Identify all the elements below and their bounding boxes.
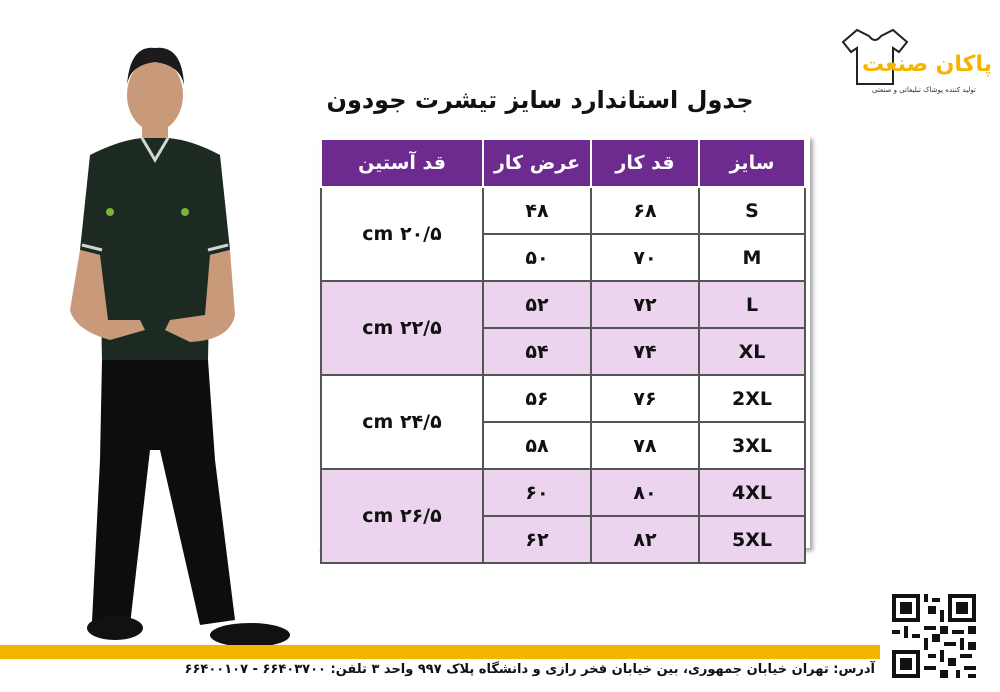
header-sleeve: قد آستین <box>321 139 483 187</box>
brand-tagline: تولید کننده پوشاک تبلیغاتی و صنعتی <box>872 86 976 94</box>
page-title: جدول استاندارد سایز تیشرت جودون <box>326 86 754 114</box>
cell-length: ۷۸ <box>591 422 699 469</box>
size-table <box>320 138 806 564</box>
table-header-row <box>321 139 805 187</box>
table-row <box>321 469 805 516</box>
cell-width: ۶۰ <box>483 469 591 516</box>
cell-length: ۸۲ <box>591 516 699 563</box>
cell-length: ۷۰ <box>591 234 699 281</box>
brand-name: پاکان صنعت <box>862 52 992 77</box>
cell-length: ۷۴ <box>591 328 699 375</box>
cell-length: ۷۲ <box>591 281 699 328</box>
cell-sleeve: ۲۲/۵ cm <box>321 281 483 375</box>
header-size: سایز <box>699 139 805 187</box>
cell-width: ۵۰ <box>483 234 591 281</box>
table-row <box>321 281 805 328</box>
cell-size: 2XL <box>699 375 805 422</box>
cell-width: ۴۸ <box>483 187 591 234</box>
cell-sleeve: ۲۶/۵ cm <box>321 469 483 563</box>
cell-sleeve: ۲۰/۵ cm <box>321 187 483 281</box>
cell-length: ۸۰ <box>591 469 699 516</box>
cell-size: M <box>699 234 805 281</box>
footer-contact: آدرس: تهران خیابان جمهوری، بین خیابان فخر رازی و دانشگاه پلاک ۹۹۷ واحد ۳ تلفن: ۶۶۴۰۳۷۰۰ - ۶۶۴۰۰۱۰۷ <box>184 662 875 677</box>
qr-code <box>888 590 980 682</box>
cell-size: 5XL <box>699 516 805 563</box>
cell-sleeve: ۲۴/۵ cm <box>321 375 483 469</box>
cell-width: ۵۸ <box>483 422 591 469</box>
model-photo <box>30 30 300 650</box>
cell-size: 4XL <box>699 469 805 516</box>
cell-width: ۶۲ <box>483 516 591 563</box>
cell-size: S <box>699 187 805 234</box>
cell-size: XL <box>699 328 805 375</box>
cell-size: 3XL <box>699 422 805 469</box>
header-length: قد کار <box>591 139 699 187</box>
footer-bar <box>0 645 880 659</box>
cell-length: ۶۸ <box>591 187 699 234</box>
cell-length: ۷۶ <box>591 375 699 422</box>
cell-width: ۵۴ <box>483 328 591 375</box>
cell-size: L <box>699 281 805 328</box>
cell-width: ۵۲ <box>483 281 591 328</box>
cell-width: ۵۶ <box>483 375 591 422</box>
table-row <box>321 375 805 422</box>
table-row <box>321 187 805 234</box>
header-width: عرض کار <box>483 139 591 187</box>
